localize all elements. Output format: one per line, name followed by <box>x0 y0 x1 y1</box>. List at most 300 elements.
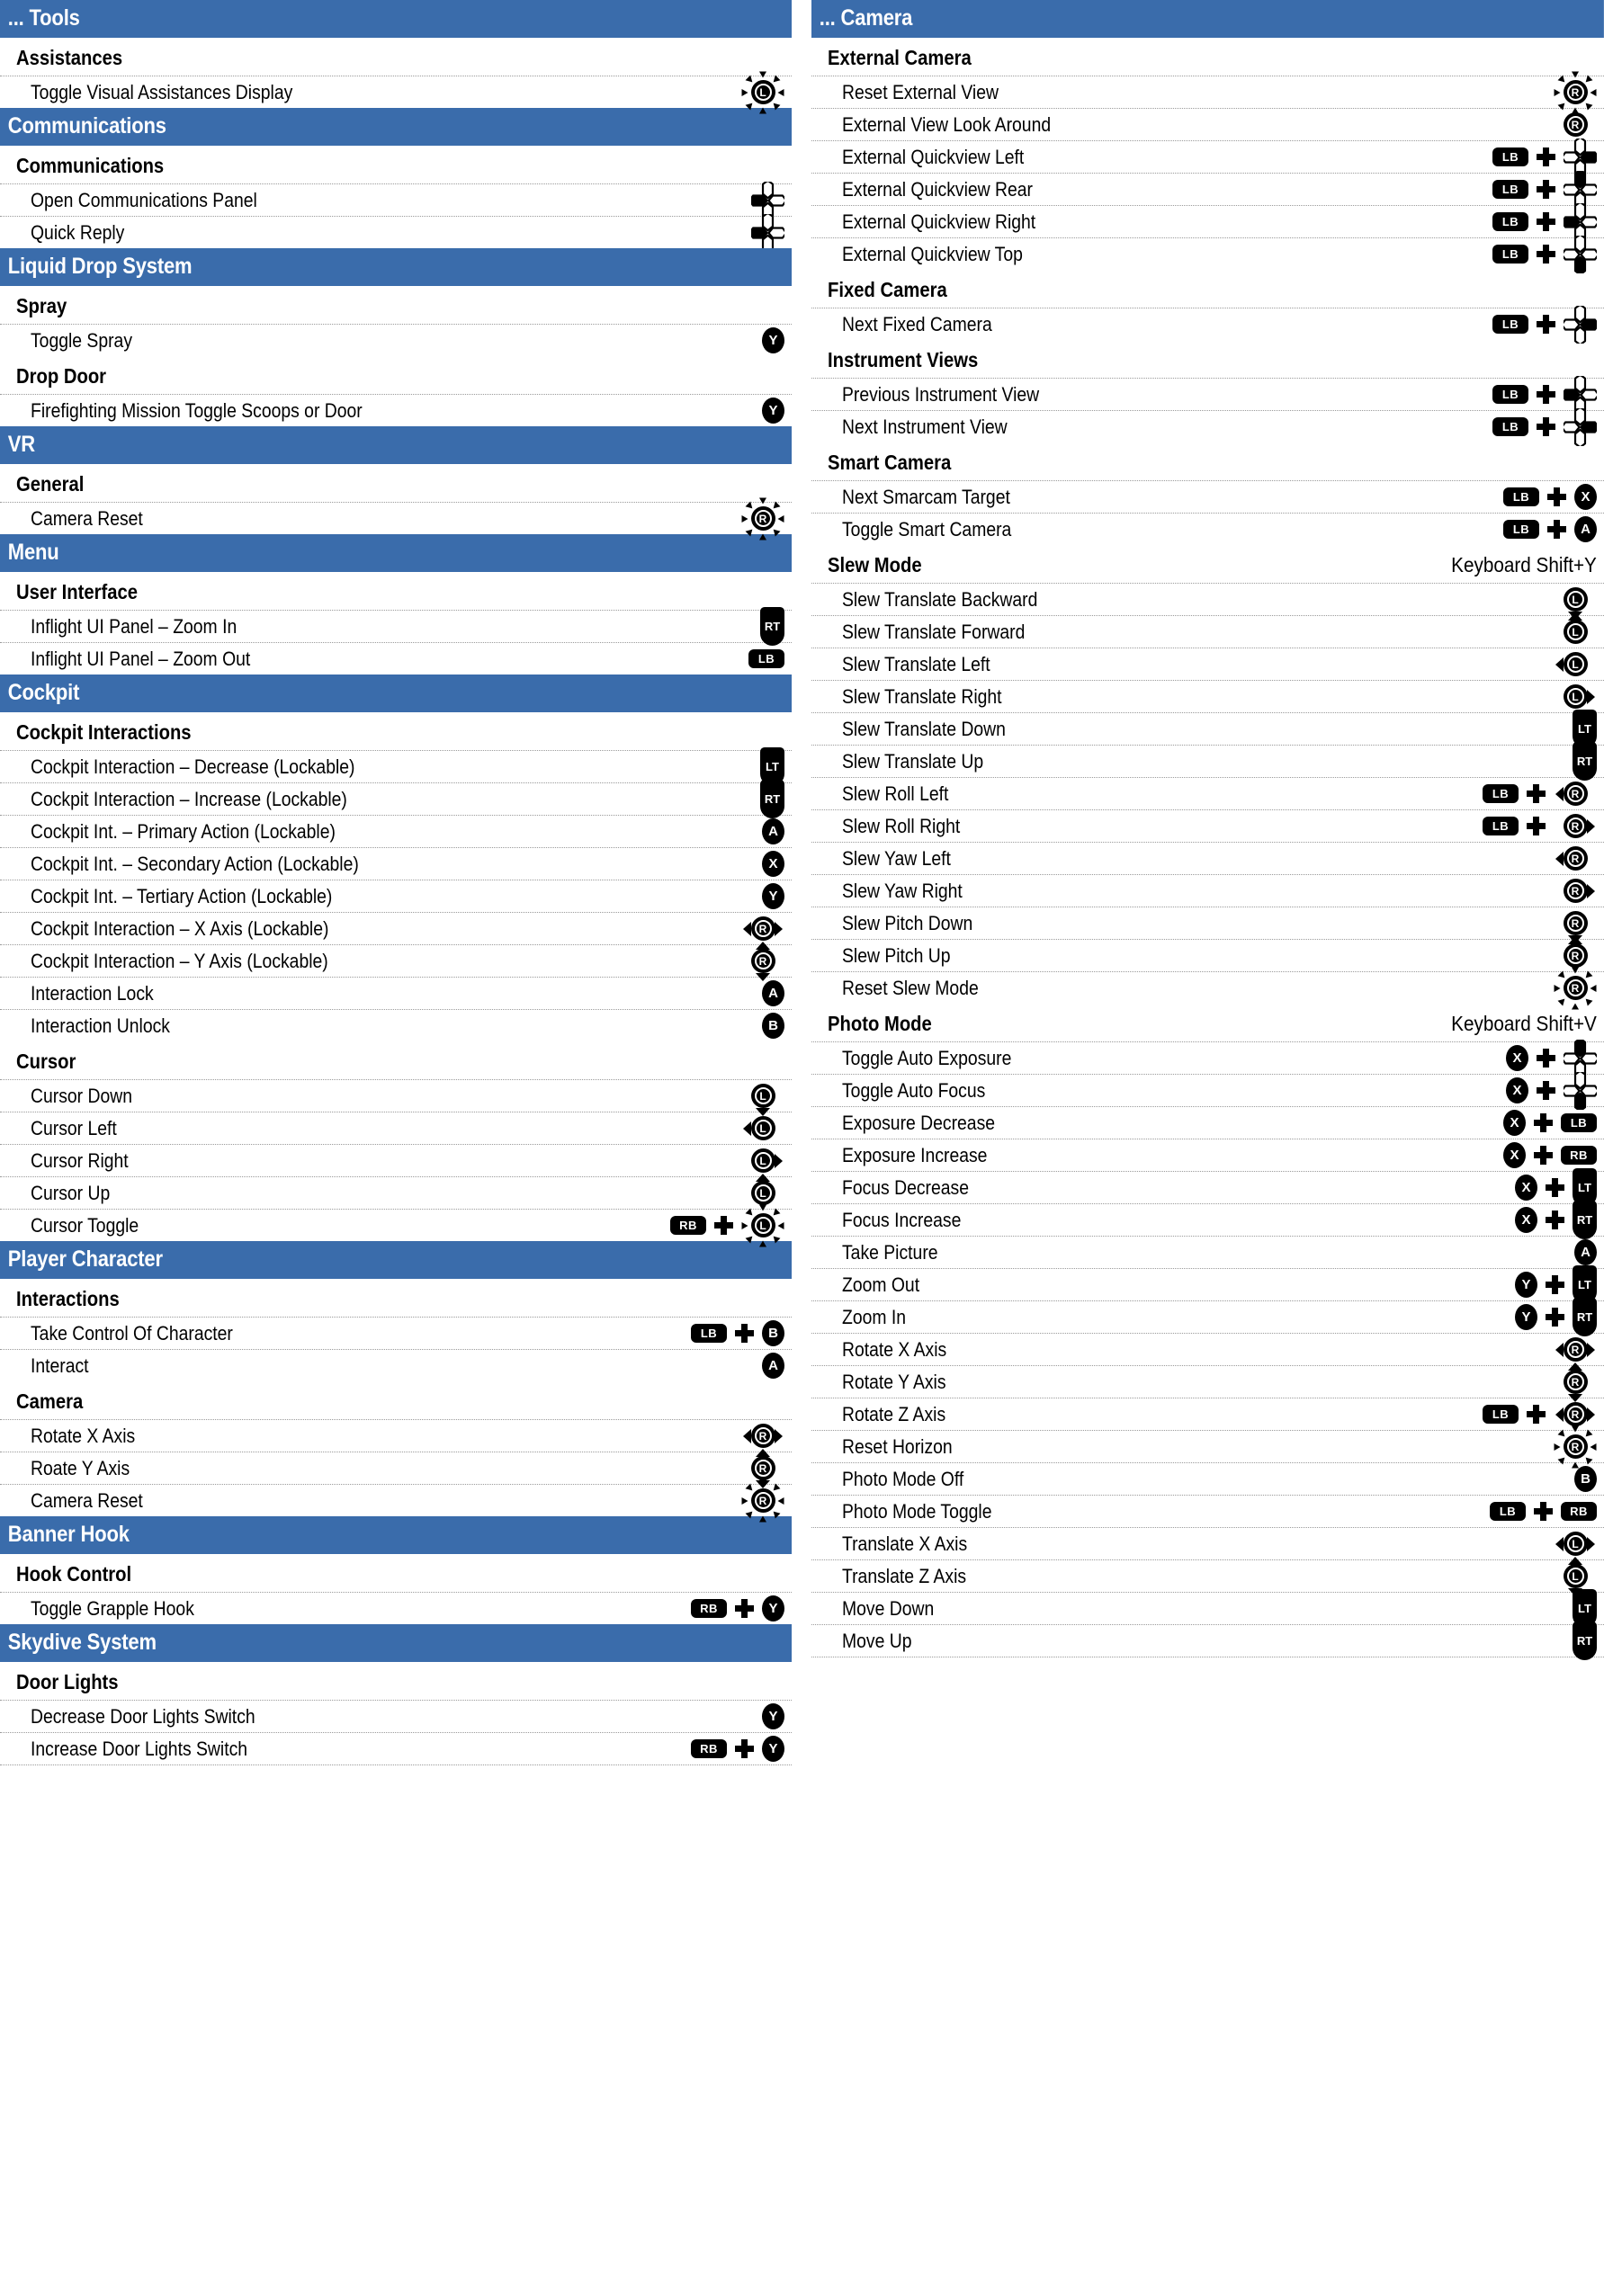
binding-combo <box>691 1735 786 1763</box>
binding-combo <box>1554 974 1599 1002</box>
binding-row[interactable] <box>811 615 1604 648</box>
binding-label: Focus Increase <box>842 1209 962 1232</box>
binding-combo <box>1554 942 1599 969</box>
binding-combo <box>1574 1238 1599 1266</box>
subgroup-header-label: Smart Camera <box>828 451 952 474</box>
group-header-communications <box>0 108 792 146</box>
binding-combo <box>762 817 786 845</box>
binding-label: Cockpit Interaction – X Axis (Lockable) <box>31 917 329 941</box>
face-button-a-icon: A <box>762 818 784 844</box>
plus-icon <box>1527 817 1546 835</box>
binding-label: Toggle Auto Focus <box>842 1079 986 1103</box>
group-header-camera <box>811 0 1604 38</box>
group-header-liquid-drop-system <box>0 248 792 286</box>
binding-row[interactable] <box>0 847 792 880</box>
binding-row[interactable] <box>811 1300 1604 1333</box>
stick-l-icon: L <box>1554 1524 1597 1564</box>
binding-row[interactable] <box>811 237 1604 270</box>
binding-combo <box>1492 175 1599 203</box>
binding-combo <box>1483 780 1599 808</box>
binding-row[interactable] <box>0 977 792 1009</box>
binding-row[interactable] <box>811 480 1604 513</box>
binding-combo <box>1554 683 1599 710</box>
binding-label: Cockpit Interaction – Y Axis (Lockable) <box>31 950 328 973</box>
group-header-banner-hook <box>0 1516 792 1554</box>
plus-icon <box>1537 212 1555 231</box>
binding-row[interactable] <box>0 1452 792 1484</box>
binding-row[interactable] <box>811 1527 1604 1559</box>
binding-label: Cockpit Interaction – Increase (Lockable) <box>31 788 347 811</box>
binding-combo <box>1503 1141 1599 1169</box>
binding-combo <box>1515 1303 1599 1331</box>
binding-row[interactable] <box>811 1236 1604 1268</box>
binding-row[interactable] <box>0 1176 792 1209</box>
face-button-b-icon: B <box>762 1320 784 1346</box>
binding-label: Take Control Of Character <box>31 1322 233 1345</box>
subgroup-header-photo-mode <box>811 1004 1604 1041</box>
face-button-y-icon: Y <box>1515 1304 1537 1330</box>
stick-r-icon: R <box>1554 774 1597 814</box>
bumper-lb-icon: LB <box>1492 212 1528 231</box>
bumper-lb-icon: LB <box>1492 385 1528 404</box>
binding-row[interactable] <box>0 782 792 815</box>
binding-row[interactable] <box>811 583 1604 615</box>
bumper-lb-icon: LB <box>1503 520 1539 539</box>
binding-combo <box>1554 1368 1599 1396</box>
trigger-lt-icon: LT <box>760 747 784 786</box>
binding-row[interactable] <box>811 1592 1604 1624</box>
binding-label: Focus Decrease <box>842 1176 969 1200</box>
bumper-lb-icon: LB <box>1483 1405 1519 1424</box>
stick-r-icon: R <box>1554 969 1597 1008</box>
trigger-lt-icon: LT <box>1573 1168 1597 1207</box>
binding-combo <box>1492 310 1599 338</box>
group-header-label: Communications <box>7 113 166 138</box>
binding-label: Interact <box>31 1354 89 1378</box>
stick-l-icon: L <box>1554 677 1597 717</box>
face-button-a-icon: A <box>762 980 784 1006</box>
binding-combo <box>741 915 786 943</box>
binding-combo <box>1573 747 1599 775</box>
binding-label: Cursor Left <box>31 1117 117 1140</box>
binding-label: Camera Reset <box>31 507 143 531</box>
binding-label: Slew Roll Left <box>842 782 949 806</box>
binding-row[interactable] <box>0 502 792 534</box>
subgroup-header-label: Drop Door <box>16 364 107 388</box>
binding-combo <box>1483 812 1599 840</box>
binding-combo <box>1503 483 1599 511</box>
face-button-a-icon: A <box>762 1353 784 1379</box>
binding-row[interactable] <box>0 944 792 977</box>
binding-row[interactable] <box>811 1495 1604 1527</box>
binding-combo <box>1483 1400 1599 1428</box>
binding-label: External Quickview Rear <box>842 178 1033 201</box>
binding-row[interactable] <box>811 842 1604 874</box>
subgroup-header-label: Spray <box>16 294 67 317</box>
bumper-lb-icon: LB <box>1492 147 1528 166</box>
binding-label: Move Down <box>842 1597 935 1621</box>
bumper-lb-icon: LB <box>748 649 784 668</box>
binding-label: External View Look Around <box>842 113 1052 137</box>
dpad-down-icon <box>1564 236 1597 273</box>
binding-label: Toggle Smart Camera <box>842 518 1012 541</box>
plus-icon <box>1527 784 1546 803</box>
stick-r-icon: R <box>1554 1427 1597 1467</box>
binding-row[interactable] <box>811 1074 1604 1106</box>
bumper-rb-icon: RB <box>691 1739 727 1758</box>
bumper-lb-icon: LB <box>1492 180 1528 199</box>
plus-icon <box>1537 417 1555 436</box>
binding-label: Quick Reply <box>31 221 125 245</box>
stick-r-icon: R <box>1554 73 1597 112</box>
dpad-down-icon <box>1564 1072 1597 1110</box>
face-button-y-icon: Y <box>762 327 784 353</box>
binding-combo <box>760 785 786 813</box>
subgroup-header-spray <box>0 286 792 324</box>
binding-combo <box>1554 618 1599 646</box>
stick-l-icon: L <box>1554 645 1597 684</box>
binding-row[interactable] <box>811 680 1604 712</box>
subgroup-header-door-lights <box>0 1662 792 1700</box>
stick-l-icon: L <box>741 73 784 112</box>
stick-r-icon: R <box>1554 936 1597 976</box>
face-button-b-icon: B <box>762 1013 784 1039</box>
binding-row[interactable] <box>811 1268 1604 1300</box>
plus-icon <box>1547 487 1566 506</box>
binding-row[interactable] <box>811 1624 1604 1657</box>
binding-combo <box>1492 240 1599 268</box>
plus-icon <box>1527 1405 1546 1424</box>
face-button-x-icon: X <box>1506 1077 1528 1103</box>
binding-row[interactable] <box>811 1203 1604 1236</box>
binding-row[interactable] <box>0 880 792 912</box>
binding-row[interactable] <box>0 1419 792 1452</box>
binding-label: Camera Reset <box>31 1489 143 1513</box>
face-button-x-icon: X <box>1503 1142 1526 1168</box>
binding-row[interactable] <box>811 513 1604 545</box>
group-header-label: Menu <box>7 540 59 565</box>
binding-row[interactable] <box>811 777 1604 809</box>
binding-label: Reset External View <box>842 81 999 104</box>
binding-label: Translate Z Axis <box>842 1565 967 1588</box>
binding-label: External Quickview Top <box>842 243 1023 266</box>
binding-combo <box>741 1114 786 1142</box>
stick-r-icon: R <box>1554 1330 1597 1370</box>
stick-r-icon: R <box>741 499 784 539</box>
binding-label: Slew Translate Backward <box>842 588 1038 612</box>
bumper-rb-icon: RB <box>1561 1502 1597 1521</box>
binding-label: Previous Instrument View <box>842 383 1040 406</box>
binding-label: Slew Translate Right <box>842 685 1002 709</box>
binding-combo <box>741 78 786 106</box>
trigger-rt-icon: RT <box>1573 1621 1597 1660</box>
group-header-vr <box>0 426 792 464</box>
binding-row[interactable] <box>811 1398 1604 1430</box>
subgroup-header-interactions <box>0 1279 792 1317</box>
binding-label: Reset Horizon <box>842 1435 953 1459</box>
plus-icon <box>1546 1308 1564 1327</box>
binding-row[interactable] <box>811 648 1604 680</box>
binding-label: Cursor Right <box>31 1149 129 1173</box>
subgroup-header-label: Camera <box>16 1389 84 1413</box>
dpad-left-icon <box>751 214 784 252</box>
binding-combo <box>741 1147 786 1175</box>
binding-row[interactable] <box>811 1430 1604 1462</box>
binding-row[interactable] <box>0 1209 792 1241</box>
binding-row[interactable] <box>0 1144 792 1176</box>
binding-row[interactable] <box>811 1365 1604 1398</box>
subgroup-header-label: Fixed Camera <box>828 278 947 301</box>
binding-combo <box>741 1454 786 1482</box>
binding-row[interactable] <box>811 1171 1604 1203</box>
binding-row[interactable] <box>0 1732 792 1765</box>
binding-row[interactable] <box>811 1139 1604 1171</box>
binding-combo <box>1506 1077 1599 1104</box>
plus-icon <box>735 1739 754 1758</box>
binding-label: Inflight UI Panel – Zoom In <box>31 615 237 639</box>
binding-row[interactable] <box>811 1041 1604 1074</box>
binding-combo <box>1515 1206 1599 1234</box>
plus-icon <box>735 1599 754 1618</box>
binding-combo <box>1554 111 1599 138</box>
binding-combo <box>1490 1497 1599 1525</box>
binding-combo <box>1515 1174 1599 1202</box>
stick-l-icon: L <box>1554 580 1597 620</box>
binding-label: Slew Pitch Up <box>842 944 951 968</box>
binding-row[interactable] <box>0 815 792 847</box>
subgroup-header-slew-mode <box>811 545 1604 583</box>
bumper-lb-icon: LB <box>1503 487 1539 506</box>
binding-combo <box>1554 1530 1599 1558</box>
binding-label: Rotate Y Axis <box>842 1371 946 1394</box>
left-column <box>0 0 792 1765</box>
binding-row[interactable] <box>811 1333 1604 1365</box>
subgroup-header-camera <box>0 1381 792 1419</box>
binding-row[interactable] <box>811 378 1604 410</box>
group-header-label: Cockpit <box>7 680 80 705</box>
binding-row[interactable] <box>811 76 1604 108</box>
stick-l-icon: L <box>1554 1557 1597 1596</box>
group-header-player-character <box>0 1241 792 1279</box>
binding-combo <box>1492 413 1599 441</box>
binding-row[interactable] <box>811 205 1604 237</box>
binding-label: Open Communications Panel <box>31 189 257 212</box>
binding-row[interactable] <box>811 1106 1604 1139</box>
stick-r-icon: R <box>741 1481 784 1521</box>
face-button-y-icon: Y <box>762 1703 784 1729</box>
binding-label: Cockpit Int. – Primary Action (Lockable) <box>31 820 336 844</box>
subgroup-keyboard-note: Keyboard Shift+Y <box>1451 553 1598 576</box>
subgroup-header-user-interface <box>0 572 792 610</box>
binding-label: Roate Y Axis <box>31 1457 130 1480</box>
binding-row[interactable] <box>0 1317 792 1349</box>
binding-row[interactable] <box>811 1462 1604 1495</box>
plus-icon <box>1547 520 1566 539</box>
trigger-rt-icon: RT <box>760 780 784 818</box>
subgroup-header-drop-door <box>0 356 792 394</box>
binding-row[interactable] <box>0 1079 792 1112</box>
binding-label: Slew Translate Up <box>842 750 984 773</box>
binding-row[interactable] <box>811 809 1604 842</box>
binding-label: Exposure Decrease <box>842 1112 996 1135</box>
binding-label: Photo Mode Toggle <box>842 1500 992 1523</box>
binding-row[interactable] <box>811 410 1604 442</box>
binding-label: Interaction Lock <box>31 982 154 1005</box>
binding-combo <box>751 219 786 246</box>
binding-row[interactable] <box>0 750 792 782</box>
binding-combo <box>741 1422 786 1450</box>
binding-row[interactable] <box>811 712 1604 745</box>
right-column <box>811 0 1604 1657</box>
binding-combo <box>762 1012 786 1040</box>
binding-combo <box>1492 143 1599 171</box>
plus-icon <box>1546 1178 1564 1197</box>
binding-label: Slew Yaw Left <box>842 847 951 871</box>
binding-row[interactable] <box>0 76 792 108</box>
binding-label: Toggle Spray <box>31 329 133 353</box>
stick-r-icon: R <box>1554 904 1597 943</box>
binding-row[interactable] <box>811 308 1604 340</box>
subgroup-header-label: General <box>16 472 85 496</box>
binding-row[interactable] <box>0 1009 792 1041</box>
plus-icon <box>1546 1275 1564 1294</box>
binding-combo <box>762 850 786 878</box>
subgroup-header-label: Cockpit Interactions <box>16 720 192 744</box>
subgroup-header-cursor <box>0 1041 792 1079</box>
binding-label: Slew Translate Forward <box>842 621 1026 644</box>
binding-label: Slew Roll Right <box>842 815 961 838</box>
trigger-lt-icon: LT <box>1573 710 1597 748</box>
binding-row[interactable] <box>0 1349 792 1381</box>
binding-row[interactable] <box>811 140 1604 173</box>
binding-combo <box>1574 1465 1599 1493</box>
binding-label: Interaction Unlock <box>31 1014 170 1038</box>
binding-row[interactable] <box>0 912 792 944</box>
binding-row[interactable] <box>0 1484 792 1516</box>
dpad-right-icon <box>1564 408 1597 446</box>
face-button-x-icon: X <box>762 851 784 877</box>
stick-r-icon: R <box>741 909 784 949</box>
face-button-x-icon: X <box>1574 484 1597 510</box>
face-button-a-icon: A <box>1574 1239 1597 1265</box>
group-header-label: Banner Hook <box>7 1522 130 1547</box>
subgroup-header-instrument-views <box>811 340 1604 378</box>
subgroup-header-label: Instrument Views <box>828 348 979 371</box>
subgroup-header-label: Communications <box>16 154 165 177</box>
stick-l-icon: L <box>741 1077 784 1116</box>
binding-combo <box>762 1352 786 1380</box>
binding-label: Firefighting Mission Toggle Scoops or Door <box>31 399 363 423</box>
binding-label: Cursor Toggle <box>31 1214 139 1237</box>
binding-combo <box>1573 1627 1599 1655</box>
subgroup-header-label: Slew Mode <box>828 553 922 576</box>
binding-row[interactable] <box>0 183 792 216</box>
binding-row[interactable] <box>0 610 792 642</box>
plus-icon <box>1546 1211 1564 1229</box>
binding-combo <box>1573 715 1599 743</box>
binding-label: Increase Door Lights Switch <box>31 1738 248 1761</box>
stick-r-icon: R <box>1554 807 1597 846</box>
binding-combo <box>762 1702 786 1730</box>
bumper-rb-icon: RB <box>670 1216 706 1235</box>
stick-r-icon: R <box>1554 871 1597 911</box>
binding-label: Toggle Visual Assistances Display <box>31 81 293 104</box>
bumper-lb-icon: LB <box>1483 817 1519 835</box>
bumper-rb-icon: RB <box>1561 1146 1597 1165</box>
binding-label: Cockpit Int. – Tertiary Action (Lockable) <box>31 885 333 908</box>
binding-combo <box>1554 1433 1599 1461</box>
subgroup-header-label: External Camera <box>828 46 972 69</box>
subgroup-header-label: Door Lights <box>16 1670 119 1693</box>
binding-row[interactable] <box>811 874 1604 907</box>
binding-row[interactable] <box>0 1700 792 1732</box>
binding-label: Cockpit Interaction – Decrease (Lockable) <box>31 755 355 779</box>
binding-row[interactable] <box>0 1592 792 1624</box>
binding-row[interactable] <box>0 642 792 675</box>
binding-label: External Quickview Left <box>842 146 1025 169</box>
binding-row[interactable] <box>811 745 1604 777</box>
face-button-b-icon: B <box>1574 1466 1597 1492</box>
stick-l-icon: L <box>741 1174 784 1213</box>
binding-combo <box>1492 380 1599 408</box>
bumper-lb-icon: LB <box>1483 784 1519 803</box>
binding-row[interactable] <box>811 108 1604 140</box>
group-header-skydive-system <box>0 1624 792 1662</box>
binding-row[interactable] <box>811 971 1604 1004</box>
subgroup-header-external-camera <box>811 38 1604 76</box>
face-button-y-icon: Y <box>762 1595 784 1621</box>
binding-label: Slew Translate Down <box>842 718 1006 741</box>
plus-icon <box>1537 1081 1555 1100</box>
stick-l-icon: L <box>741 1206 784 1246</box>
stick-l-icon: L <box>741 1141 784 1181</box>
face-button-y-icon: Y <box>1515 1272 1537 1298</box>
binding-combo <box>741 505 786 532</box>
binding-row[interactable] <box>0 1112 792 1144</box>
binding-label: Cockpit Int. – Secondary Action (Lockable) <box>31 853 359 876</box>
stick-l-icon: L <box>1554 612 1597 652</box>
group-header-menu <box>0 534 792 572</box>
bumper-lb-icon: LB <box>691 1324 727 1343</box>
binding-row[interactable] <box>0 394 792 426</box>
plus-icon <box>1534 1146 1553 1165</box>
binding-combo <box>1503 1109 1599 1137</box>
binding-combo <box>751 186 786 214</box>
plus-icon <box>1537 1049 1555 1068</box>
binding-row[interactable] <box>811 907 1604 939</box>
binding-row[interactable] <box>811 939 1604 971</box>
group-header-label: ... Camera <box>819 5 913 31</box>
trigger-rt-icon: RT <box>1573 1201 1597 1239</box>
binding-row[interactable] <box>0 216 792 248</box>
binding-combo <box>1554 585 1599 613</box>
stick-r-icon: R <box>741 942 784 981</box>
plus-icon <box>1537 180 1555 199</box>
subgroup-keyboard-note: Keyboard Shift+V <box>1451 1012 1598 1035</box>
binding-combo <box>1506 1044 1599 1072</box>
trigger-rt-icon: RT <box>1573 1298 1597 1336</box>
binding-row[interactable] <box>811 1559 1604 1592</box>
binding-label: Reset Slew Mode <box>842 977 979 1000</box>
binding-row[interactable] <box>0 324 792 356</box>
binding-row[interactable] <box>811 173 1604 205</box>
plus-icon <box>1537 245 1555 264</box>
binding-label: Translate X Axis <box>842 1532 968 1556</box>
subgroup-header-fixed-camera <box>811 270 1604 308</box>
binding-label: Move Up <box>842 1630 912 1653</box>
binding-combo <box>760 753 786 781</box>
binding-label: Cursor Up <box>31 1182 111 1205</box>
